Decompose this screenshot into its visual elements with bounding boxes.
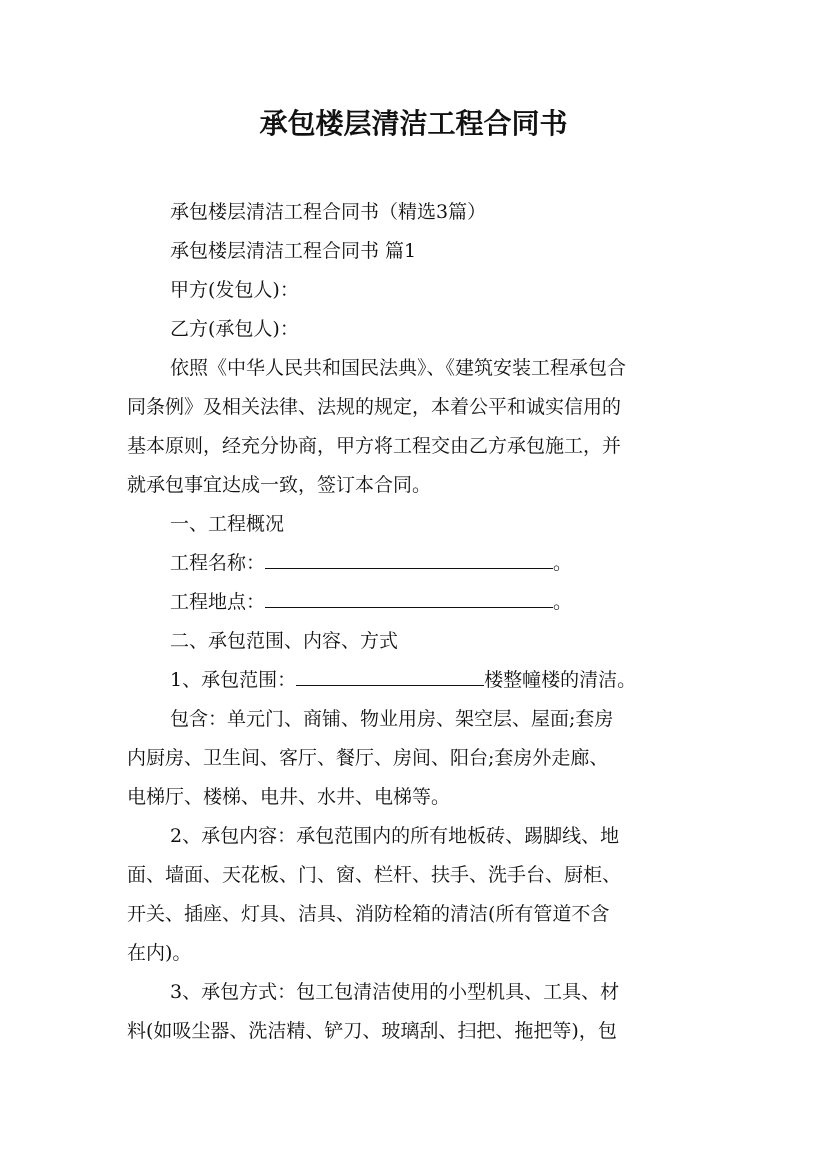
line-end: 。 (553, 591, 573, 613)
fill-in-blank (265, 589, 553, 608)
paragraph-line: 同条例》及相关法律、法规的规定，本着公平和诚实信用的 (127, 396, 622, 418)
paragraph-line: 包含：单元门、商铺、物业用房、架空层、屋面;套房 (170, 708, 614, 730)
line-end: 楼整幢楼的清洁。 (484, 669, 637, 691)
paragraph-line: 2、承包内容：承包范围内的所有地板砖、踢脚线、地 (170, 825, 620, 847)
paragraph-line: 面、墙面、天花板、门、窗、栏杆、扶手、洗手台、厨柜、 (127, 864, 622, 886)
line-end: 。 (553, 552, 573, 574)
paragraph-line: 内厨房、卫生间、客厅、餐厅、房间、阳台;套房外走廊、 (127, 747, 609, 769)
paragraph-line: 电梯厅、楼梯、电井、水井、电梯等。 (127, 786, 451, 808)
project-name-line (170, 550, 572, 576)
field-label: 工程地点： (170, 591, 266, 613)
party-b-line: 乙方(承包人)： (170, 318, 299, 340)
project-location-line (170, 589, 572, 615)
scope-line (170, 667, 636, 693)
paragraph-line: 依照《中华人民共和国民法典》、《建筑安装工程承包合 (170, 357, 627, 379)
paragraph-line: 3、承包方式：包工包清洁使用的小型机具、工具、材 (170, 981, 620, 1003)
subtitle-line: 承包楼层清洁工程合同书（精选3篇） (170, 201, 487, 223)
section-heading-1: 承包楼层清洁工程合同书 篇1 (170, 240, 417, 262)
fill-in-blank (265, 550, 553, 569)
paragraph-line: 在内)。 (127, 942, 192, 964)
fill-in-blank (296, 667, 484, 686)
party-a-line: 甲方(发包人)： (170, 279, 299, 301)
paragraph-line: 料(如吸尘器、洗洁精、铲刀、玻璃刮、扫把、拖把等)，包 (127, 1020, 617, 1042)
field-label: 工程名称： (170, 552, 266, 574)
paragraph-line: 就承包事宜达成一致，签订本合同。 (127, 474, 432, 496)
clause-heading-1: 一、工程概况 (170, 513, 285, 535)
document-title: 承包楼层清洁工程合同书 (259, 107, 568, 140)
paragraph-line: 开关、插座、灯具、洁具、消防栓箱的清洁(所有管道不含 (127, 903, 610, 925)
field-label: 1、承包范围： (170, 669, 297, 691)
clause-heading-2: 二、承包范围、内容、方式 (170, 630, 399, 652)
paragraph-line: 基本原则，经充分协商，甲方将工程交由乙方承包施工，并 (127, 435, 622, 457)
